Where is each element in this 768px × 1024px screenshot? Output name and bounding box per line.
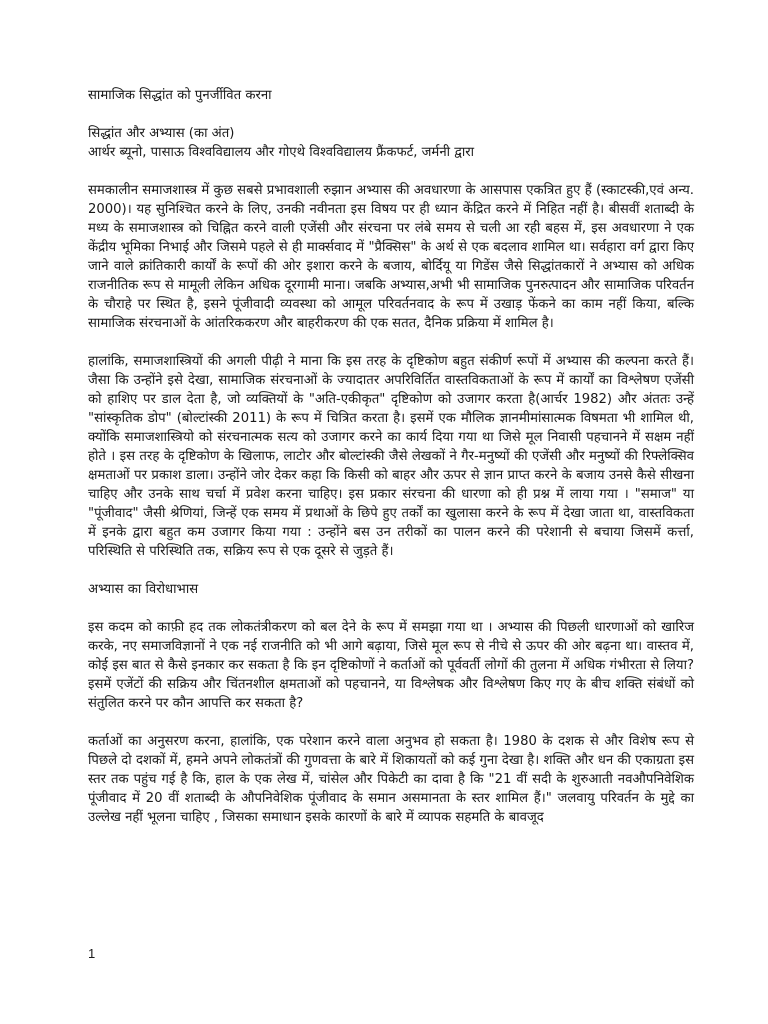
section-heading: अभ्यास का विरोधाभास	[88, 582, 199, 597]
paragraph-1: समकालीन समाजशास्त्र में कुछ सबसे प्रभावशाली रुझान अभ्यास की अवधारणा के आसपास एकत्रित हुए हैं (स्काटस्की,एवं अन्य. 2000)। यह सुनिश्चित करने के लिए, उनकी नवीनता इस विषय पर ही ध्यान केंद्रित करने में निहित नहीं है। बीसवीं शताब्दी के मध्य के समाजशास्त्र को चिह्नित करने वाली एजेंसी और संरचना पर लंबे समय से चली आ रही बहस में, इस अवधारणा ने एक केंद्रीय भूमिका निभाई और जिसमे पहले से ही मार्क्सवाद में "प्रैक्सिस" के अर्थ से एक बदलाव शामिल था। सर्वहारा वर्ग द्वारा किए जाने वाले क्रांतिकारी कार्यों के रूपों की ओर इशारा करने के बजाय, बोर्दियू या गिडेंस जैसे सिद्धांतकारों ने अभ्यास को अधिक राजनीतिक रूप से मामूली लेकिन अधिक दूरगामी माना। जबकि अभ्यास,अभी भी सामाजिक पुनरुत्पादन और सामाजिक परिवर्तन के चौराहे पर स्थित है, इसने पूंजीवादी व्यवस्था को आमूल परिवर्तनवाद के रूप में उखाड़ फेंकने का काम नहीं किया, बल्कि सामाजिक संरचनाओं के आंतरिककरण और बाहरीकरण की एक सतत, दैनिक प्रक्रिया में शामिल है।	[88, 183, 694, 331]
paragraph-3: इस कदम को काफ़ी हद तक लोकतंत्रीकरण को बल देने के रूप में समझा गया था । अभ्यास की पिछली धारणाओं को खारिज करके, नए समाजविज्ञानों ने एक नई राजनीति को भी आगे बढ़ाया, जिसे मूल रूप से नीचे से ऊपर की ओर बढ़ना था। वास्तव में, कोई इस बात से कैसे इनकार कर सकता है कि इन दृष्टिकोणों ने कर्ताओं को पूर्ववर्ती लोगों की तुलना में अधिक गंभीरता से लिया? इसमें एजेंटों की सक्रिय और चिंतनशील क्षमताओं को पहचानने, या विश्लेषक और विश्लेषण किए गए के बीच शक्ति संबंधों को संतुलित करने पर कौन आपत्ति कर सकता है?	[88, 620, 694, 711]
spacer	[88, 162, 694, 181]
spacer	[88, 713, 694, 732]
document-byline: आर्थर ब्यूनो, पासाऊ विश्वविद्यालय और गोएथे विश्वविद्यालय फ्रैंकफर्ट, जर्मनी द्वारा	[88, 145, 475, 160]
document-subtitle: सिद्धांत और अभ्यास (का अंत)	[88, 126, 235, 141]
paragraph-2: हालांकि, समाजशास्त्रियों की अगली पीढ़ी ने माना कि इस तरह के दृष्टिकोण बहुत संकीर्ण रूपों में अभ्यास की कल्पना करते हैं। जैसा कि उन्होंने इसे देखा, सामाजिक संरचनाओं के ज्यादातर अपरिविर्तित वास्तविकताओं के रूप में कार्यों का विश्लेषण एजेंसी को हाशिए पर डाल देता है, जो व्यक्तियों के "अति-एकीकृत" दृष्टिकोण को उजागर करता है(आर्चर 1982) और अंततः उन्हें "सांस्कृतिक डोप" (बोल्टांस्की 2011) के रूप में चित्रित करता है। इसमें एक मौलिक ज्ञानमीमांसात्मक विषमता भी शामिल थी, क्योंकि समाजशास्त्रियो को संरचनात्मक सत्य को उजागर करने का कार्य दिया गया था जिसे मूल निवासी पहचानने में सक्षम नहीं होते । इस तरह के दृष्टिकोण के खिलाफ, लाटोर और बोल्टांस्की जैसे लेखकों ने गैर-मनुष्यों की एजेंसी और मनुष्यों की रिफ्लेक्सिव क्षमताओं पर प्रकाश डाला। उन्होंने जोर देकर कहा कि किसी को बाहर और ऊपर से ज्ञान प्राप्त करने के बजाय उनसे कैसे सीखना चाहिए और उनके साथ चर्चा में प्रवेश करना चाहिए। इस प्रकार संरचना की धारणा को ही प्रश्न में लाया गया । "समाज" या "पूंजीवाद" जैसी श्रेणियां, जिन्हें एक समय में प्रथाओं के छिपे हुए तर्कों का खुलासा करने के रूप में देखा जाता था, वास्तविकता में इनके द्वारा बहुत कम उजागर किया गया : उन्होंने बस उन तरीकों का पालन करने की परेशानी से बचाया जिसमें कर्त्ता, परिस्थिति से परिस्थिति तक, सक्रिय रूप से एक दूसरे से जुड़ते हैं।	[88, 354, 694, 559]
spacer	[88, 105, 694, 124]
spacer	[88, 561, 694, 580]
paragraph-4: कर्ताओं का अनुसरण करना, हालांकि, एक परेशान करने वाला अनुभव हो सकता है। 1980 के दशक से और विशेष रूप से पिछले दो दशकों में, हमने अपने लोकतंत्रों की गुणवत्ता के बारे में शिकायतों को कई गुना देखा है। शक्ति और धन की एकाग्रता इस स्तर तक पहुंच गई है कि, हाल के एक लेख में, चांसेल और पिकेटी का दावा है कि "21 वीं सदी के शुरुआती नवऔपनिवेशिक पूंजीवाद में 20 वीं शताब्दी के औपनिवेशिक पूंजीवाद के समान असमानता के स्तर शामिल हैं।" जलवायु परिवर्तन के मुद्दे का उल्लेख नहीं भूलना चाहिए , जिसका समाधान इसके कारणों के बारे में व्यापक सहमति के बावजूद	[88, 734, 694, 825]
document-body	[88, 86, 694, 827]
document-title: सामाजिक सिद्धांत को पुनर्जीवित करना	[88, 88, 272, 103]
spacer	[88, 333, 694, 352]
spacer	[88, 599, 694, 618]
page-number: 1	[88, 946, 96, 961]
